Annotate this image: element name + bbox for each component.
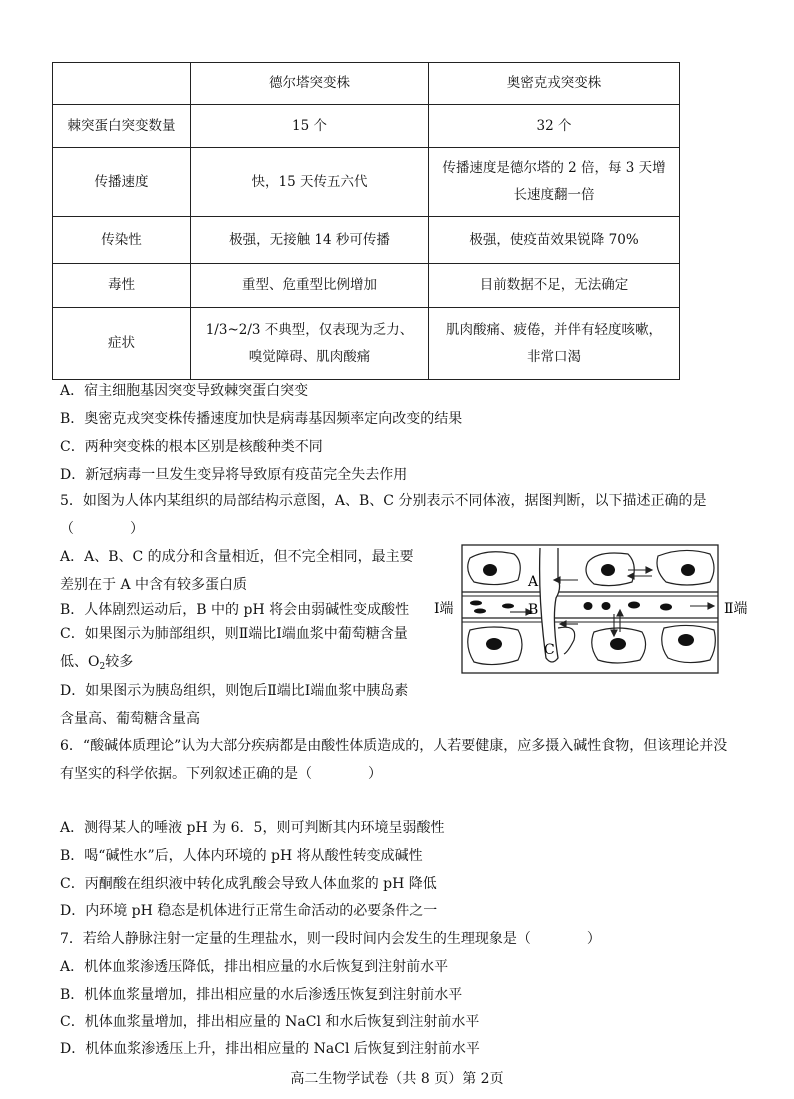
- blood-cell: [474, 609, 486, 614]
- fluid-b-label: B: [528, 602, 539, 618]
- cell-nucleus: [486, 638, 502, 650]
- q4-option-c: C．两种突变株的根本区别是核酸种类不同: [60, 439, 323, 455]
- table-header-row: [53, 63, 680, 105]
- table-cell: 毒性: [53, 264, 191, 308]
- q5-stem: 5．如图为人体内某组织的局部结构示意图，A、B、C 分别表示不同体液，据图判断，以下描述正确的是（ ）: [60, 493, 707, 537]
- cell-nucleus: [678, 634, 694, 646]
- table-cell: 棘突蛋白突变数量: [53, 105, 191, 148]
- table-cell: 32 个: [429, 105, 680, 148]
- q6-option-a: A．测得某人的唾液 pH 为 6．5，则可判断其内环境呈弱酸性: [60, 820, 445, 836]
- end-one-label: Ⅰ端: [434, 601, 454, 617]
- q7-option-c: C．机体血浆量增加，排出相应量的 NaCl 和水后恢复到注射前水平: [60, 1014, 480, 1030]
- header-cell: [53, 63, 191, 105]
- header-cell: 奥密克戎突变株: [429, 63, 680, 105]
- table-cell: 传染性: [53, 217, 191, 264]
- cell-nucleus: [610, 638, 626, 650]
- q4-option-b: B．奥密克戎突变株传播速度加快是病毒基因频率定向改变的结果: [60, 411, 463, 427]
- q7-option-b: B．机体血浆量增加，排出相应量的水后渗透压恢复到注射前水平: [60, 987, 463, 1003]
- q6-option-b: B．喝“碱性水”后，人体内环境的 pH 将从酸性转变成碱性: [60, 848, 423, 864]
- q5-option-a: A．A、B、C 的成分和含量相近，但不完全相同，最主要差别在于 A 中含有较多蛋白质: [60, 549, 414, 593]
- blood-cell: [470, 601, 482, 606]
- table-cell: 重型、危重型比例增加: [191, 264, 429, 308]
- q6-option-d: D．内环境 pH 稳态是机体进行正常生命活动的必要条件之一: [60, 903, 438, 919]
- q4-option-d: D．新冠病毒一旦发生变异将导致原有疫苗完全失去作用: [60, 467, 408, 483]
- virus-comparison-table: [52, 62, 680, 380]
- table-cell: 症状: [53, 308, 191, 380]
- lymph-vessel-tip: [558, 627, 575, 654]
- q7-option-d: D．机体血浆渗透压上升，排出相应量的 NaCl 后恢复到注射前水平: [60, 1041, 480, 1057]
- blood-cell: [660, 604, 672, 611]
- q7-stem: 7．若给人静脉注射一定量的生理盐水，则一段时间内会发生的生理现象是（ ）: [60, 931, 601, 947]
- fluid-a-label: A: [528, 574, 539, 590]
- fluid-c-label: C: [544, 642, 555, 658]
- table-cell: 极强，无接触 14 秒可传播: [191, 217, 429, 264]
- blood-cell: [502, 604, 514, 609]
- q7-option-a: A．机体血浆渗透压降低，排出相应量的水后恢复到注射前水平: [60, 959, 449, 975]
- table-cell: 1/3~2/3 不典型，仅表现为乏力、嗅觉障碍、肌肉酸痛: [191, 308, 429, 380]
- q5-option-d: D．如果图示为胰岛组织，则饱后Ⅱ端比Ⅰ端血浆中胰岛素含量高、葡萄糖含量高: [60, 683, 409, 727]
- table-cell: 传播速度是德尔塔的 2 倍，每 3 天增长速度翻一倍: [429, 148, 680, 217]
- q5-option-c-subscript: 2: [99, 662, 106, 672]
- blood-cell: [628, 602, 640, 609]
- cell-nucleus: [681, 564, 695, 576]
- cell-nucleus: [483, 564, 497, 576]
- q4-option-a: A．宿主细胞基因突变导致棘突蛋白突变: [60, 383, 309, 399]
- table-cell: 快，15 天传五六代: [191, 148, 429, 217]
- table-cell: 传播速度: [53, 148, 191, 217]
- table-cell: 肌肉酸痛、疲倦，并伴有轻度咳嗽，非常口渴: [429, 308, 680, 380]
- table-cell: 目前数据不足，无法确定: [429, 264, 680, 308]
- table-row: [53, 308, 680, 380]
- table-cell: 15 个: [191, 105, 429, 148]
- q5-option-c-text: C．如果图示为肺部组织，则Ⅱ端比Ⅰ端血浆中葡萄糖含量低、O: [60, 626, 408, 670]
- tissue-structure-diagram: [428, 540, 764, 680]
- table-row: [53, 264, 680, 308]
- end-two-label: Ⅱ端: [724, 601, 748, 617]
- page-footer: 高二生物学试卷（共 8 页）第 2页: [290, 1071, 504, 1087]
- q6-stem: 6．“酸碱体质理论”认为大部分疾病都是由酸性体质造成的，人若要健康，应多摄入碱性食物，但该理论并没有坚实的科学依据。下列叙述正确的是（ ）: [60, 738, 728, 782]
- q5-option-c: [60, 620, 422, 681]
- header-cell: 德尔塔突变株: [191, 63, 429, 105]
- cell-nucleus: [601, 564, 615, 576]
- q6-option-c: C．丙酮酸在组织液中转化成乳酸会导致人体血浆的 pH 降低: [60, 876, 437, 892]
- table-row: [53, 148, 680, 217]
- blood-cell: [602, 602, 611, 610]
- blood-cell: [584, 602, 593, 610]
- table-cell: 极强，使疫苗效果锐降 70%: [429, 217, 680, 264]
- q5-option-c-tail: 较多: [105, 654, 134, 670]
- q5-option-b: B．人体剧烈运动后，B 中的 pH 将会由弱碱性变成酸性: [60, 602, 410, 618]
- table-row: [53, 105, 680, 148]
- table-row: [53, 217, 680, 264]
